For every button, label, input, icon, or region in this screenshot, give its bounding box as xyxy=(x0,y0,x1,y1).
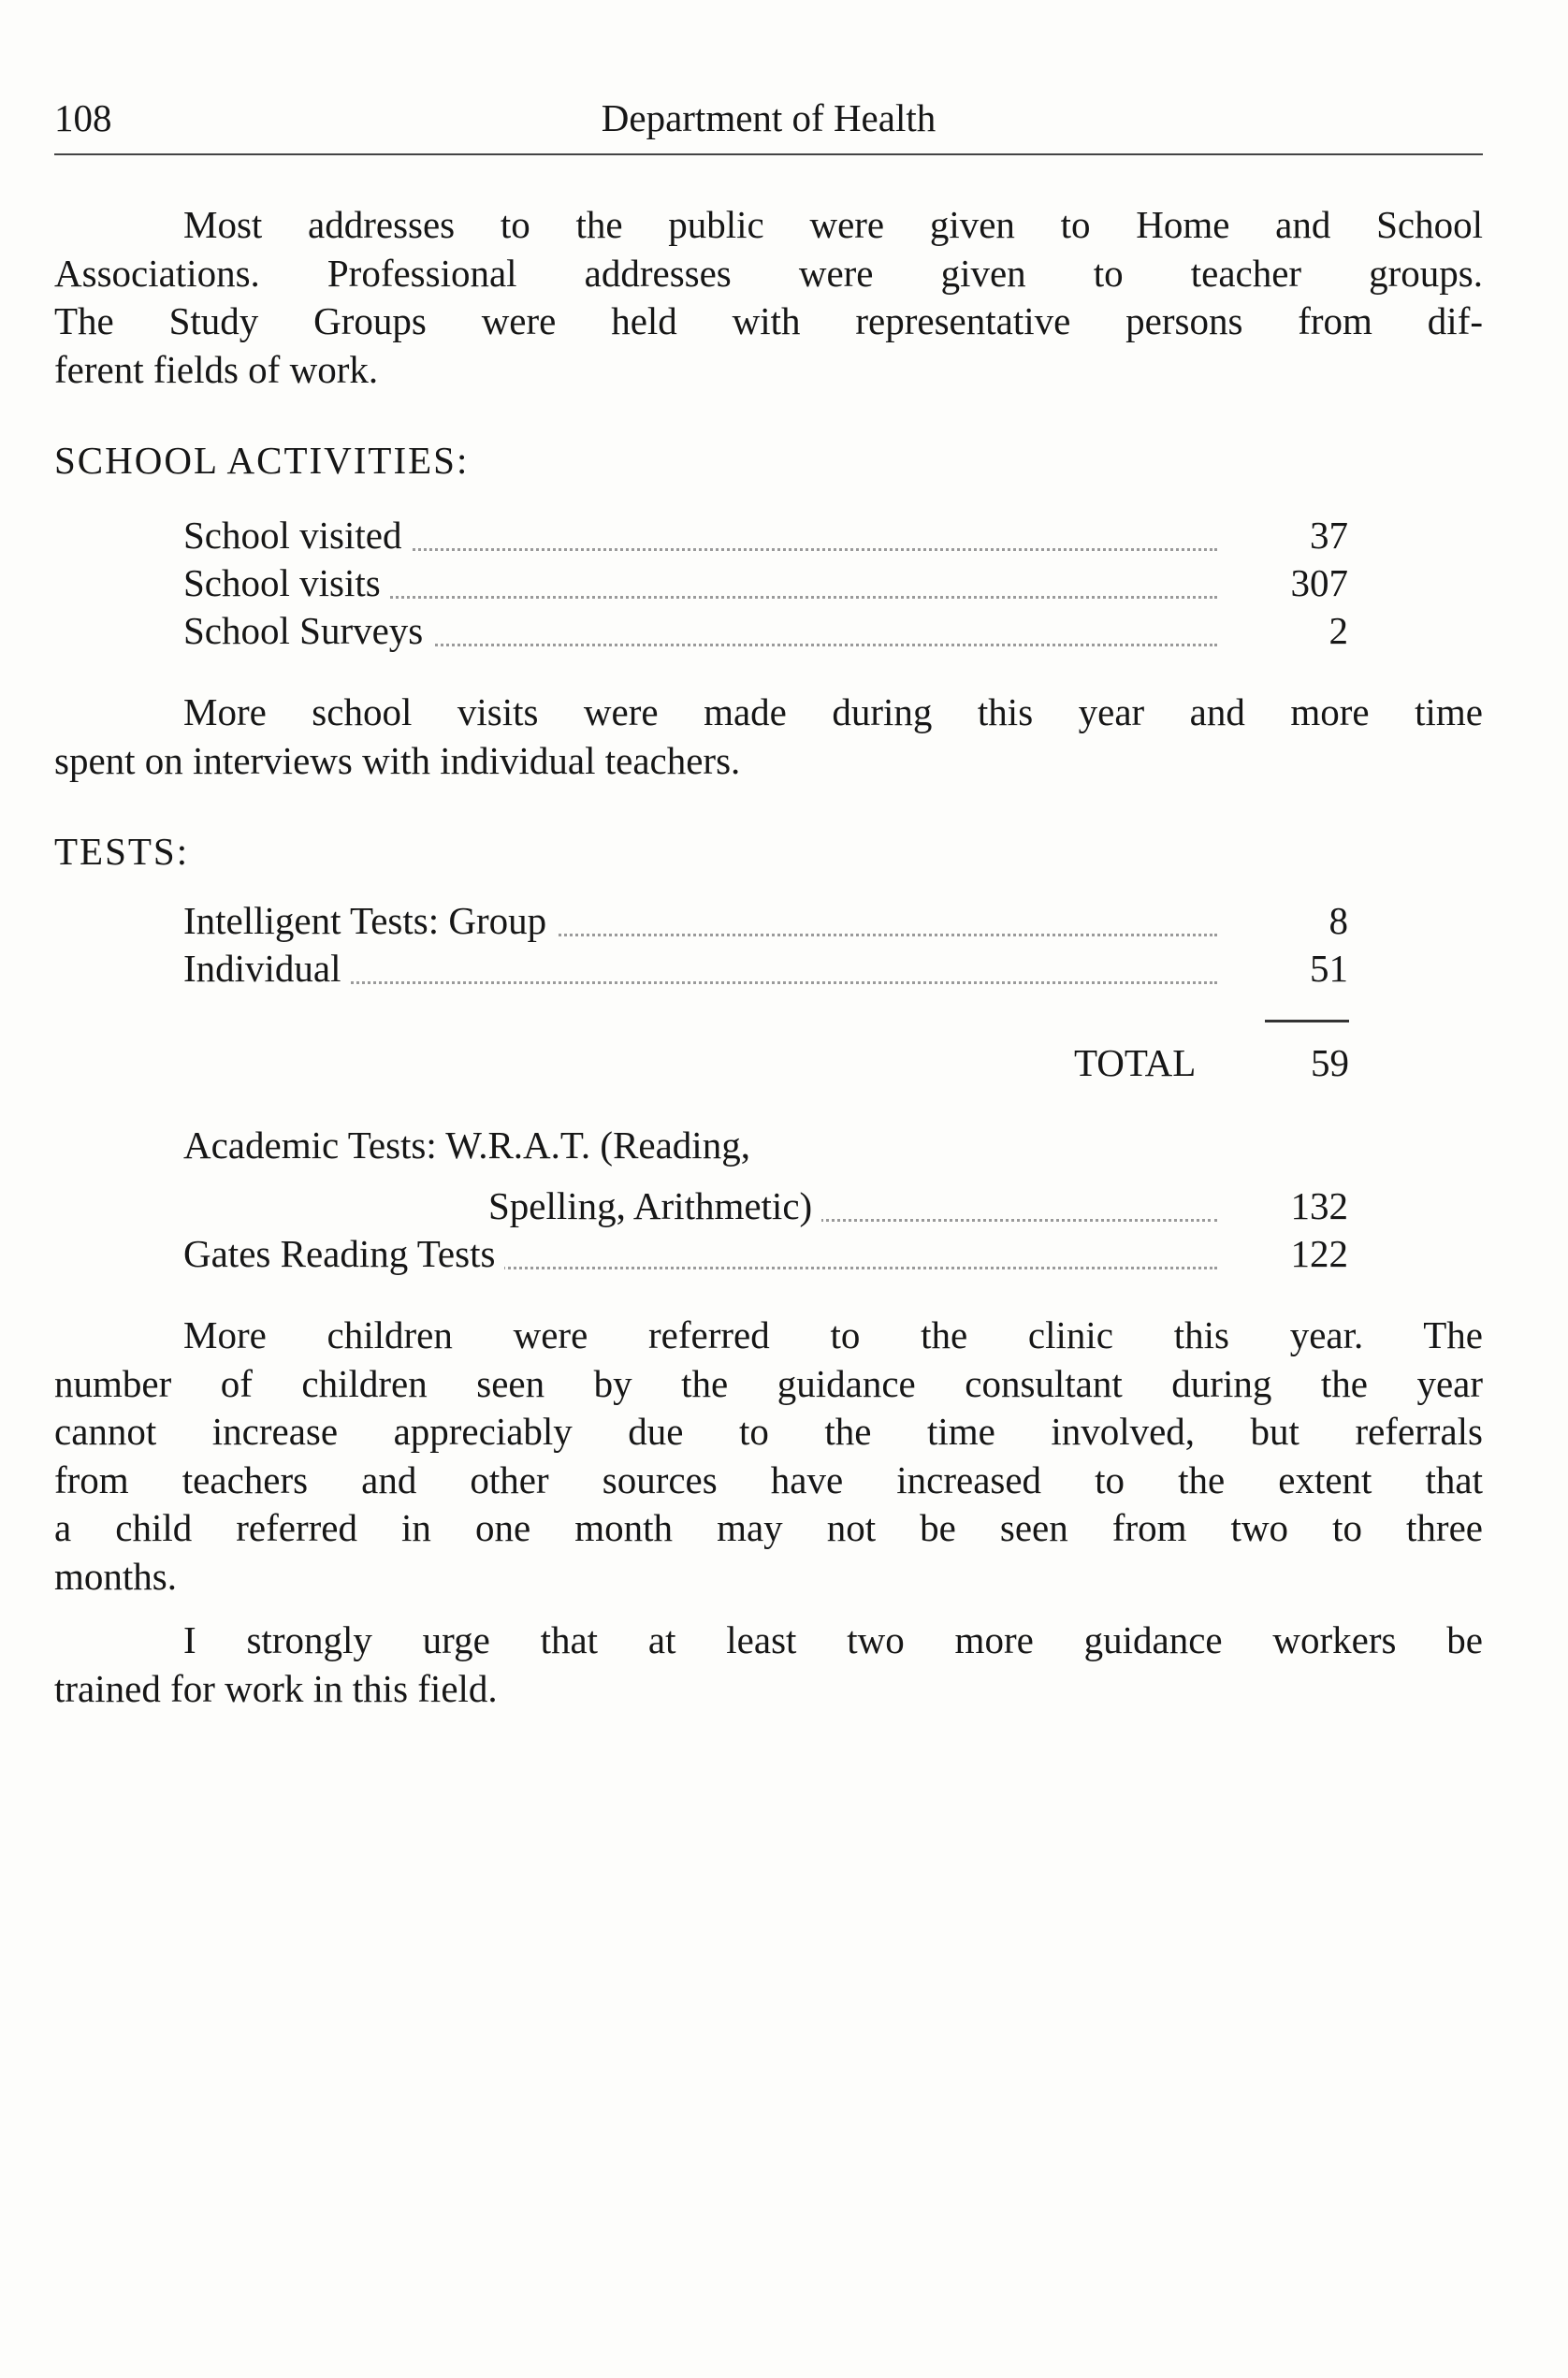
row-value: 8 xyxy=(1328,899,1348,942)
school-activity-row xyxy=(183,513,1348,561)
paragraph-line: Most addresses to the public were given to Home and School xyxy=(183,203,1483,246)
paragraph-line: cannot increase appreciably due to the time involved, but referrals xyxy=(54,1410,1483,1453)
total-value: 59 xyxy=(1311,1041,1349,1084)
paragraph-line: More school visits were made during this year and more time xyxy=(183,690,1483,733)
visits-paragraph xyxy=(54,689,1483,785)
tests-heading: TESTS: xyxy=(54,830,190,873)
running-title: Department of Health xyxy=(601,96,936,139)
paragraph-line: ferent fields of work. xyxy=(54,347,379,391)
row-label: School Surveys xyxy=(183,608,432,653)
paragraph-line: trained for work in this field. xyxy=(54,1666,498,1710)
row-label: Gates Reading Tests xyxy=(183,1231,504,1276)
closing-paragraph xyxy=(54,1617,1483,1713)
paragraph-line: from teachers and other sources have increased to the extent that xyxy=(54,1457,1483,1501)
row-value: 307 xyxy=(1290,561,1348,604)
total-label: TOTAL xyxy=(1074,1041,1197,1084)
row-label: School visits xyxy=(183,560,390,605)
paragraph-line: spent on interviews with individual teachers. xyxy=(54,738,741,782)
referrals-paragraph xyxy=(54,1312,1483,1601)
paragraph-line: The Study Groups were held with representative persons from dif- xyxy=(54,299,1483,342)
intelligent-test-row xyxy=(183,946,1348,994)
intelligent-test-row xyxy=(183,898,1348,947)
paragraph-line: I strongly urge that at least two more guidance workers be xyxy=(183,1618,1483,1661)
paragraph-line: months. xyxy=(54,1554,177,1598)
academic-test-row xyxy=(183,1231,1348,1280)
academic-tests-line: Academic Tests: W.R.A.T. (Reading, xyxy=(183,1124,750,1167)
academic-test-row xyxy=(488,1183,1348,1232)
row-value: 132 xyxy=(1290,1184,1348,1227)
row-value: 2 xyxy=(1328,609,1348,652)
school-activity-row xyxy=(183,560,1348,609)
header-rule xyxy=(54,153,1483,155)
row-label: School visited xyxy=(183,513,411,558)
row-label: Individual xyxy=(183,946,351,991)
row-label: Intelligent Tests: Group xyxy=(183,898,556,943)
row-value: 37 xyxy=(1310,514,1348,557)
row-value: 122 xyxy=(1290,1232,1348,1275)
paragraph-line: a child referred in one month may not be seen from two to three xyxy=(54,1506,1483,1549)
total-rule xyxy=(1265,1020,1349,1022)
paragraph-line: Associations. Professional addresses were given to teacher groups. xyxy=(54,251,1483,295)
school-activities-heading: SCHOOL ACTIVITIES: xyxy=(54,439,470,482)
page-number: 108 xyxy=(54,96,112,139)
row-value: 51 xyxy=(1310,947,1348,990)
intro-paragraph xyxy=(54,201,1483,394)
running-head xyxy=(54,95,1483,148)
paragraph-line: number of children seen by the guidance consultant during the year xyxy=(54,1361,1483,1405)
paragraph-line: More children were referred to the clinic this year. The xyxy=(183,1313,1483,1356)
school-activity-row xyxy=(183,608,1348,657)
row-label: Spelling, Arithmetic) xyxy=(488,1183,821,1228)
